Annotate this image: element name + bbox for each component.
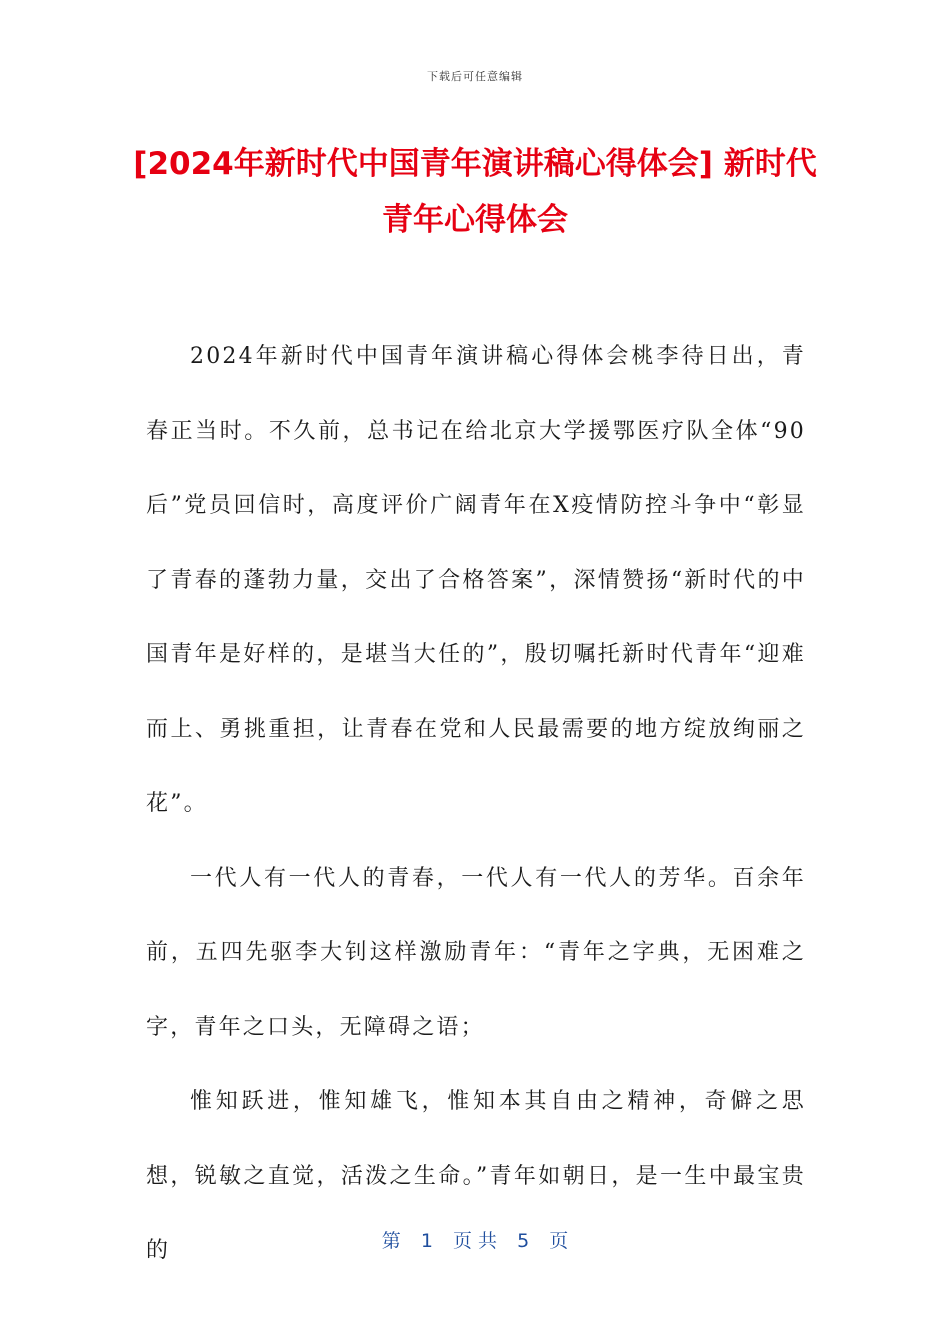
footer-page-label: 第: [381, 1230, 401, 1252]
page-footer: [0, 1226, 950, 1253]
paragraph-1: 2024年新时代中国青年演讲稿心得体会桃李待日出，青春正当时。不久前，总书记在给北京大学援鄂医疗队全体“90后”党员回信时，高度评价广阔青年在X疫情防控斗争中“彰显了青春的蓬勃力量，交出了合格答案”，深情赞扬“新时代的中国青年是好样的，是堪当大任的”，殷切嘱托新时代青年“迎难而上、勇挑重担，让青春在党和人民最需要的地方绽放绚丽之花”。: [146, 344, 806, 816]
document-body: [146, 320, 806, 1289]
document-title: [2024年新时代中国青年演讲稿心得体会] 新时代青年心得体会: [133, 146, 817, 238]
footer-page-number: 1: [420, 1230, 433, 1252]
footer-total-pages: 5: [517, 1230, 530, 1252]
footer-page-suffix: 页: [549, 1230, 569, 1252]
paragraph-3: 惟知跃进，惟知雄飞，惟知本其自由之精神，奇僻之思想，锐敏之直觉，活泼之生命。”青年如朝日，是一生中最宝贵的: [146, 1089, 806, 1263]
paragraph-2: 一代人有一代人的青春，一代人有一代人的芳华。百余年前，五四先驱李大钊这样激励青年：“青年之字典，无困难之字，青年之口头，无障碍之语；: [146, 865, 806, 1040]
header-note: 下载后可任意编辑: [427, 70, 523, 83]
footer-of-label: 页 共: [452, 1230, 498, 1252]
